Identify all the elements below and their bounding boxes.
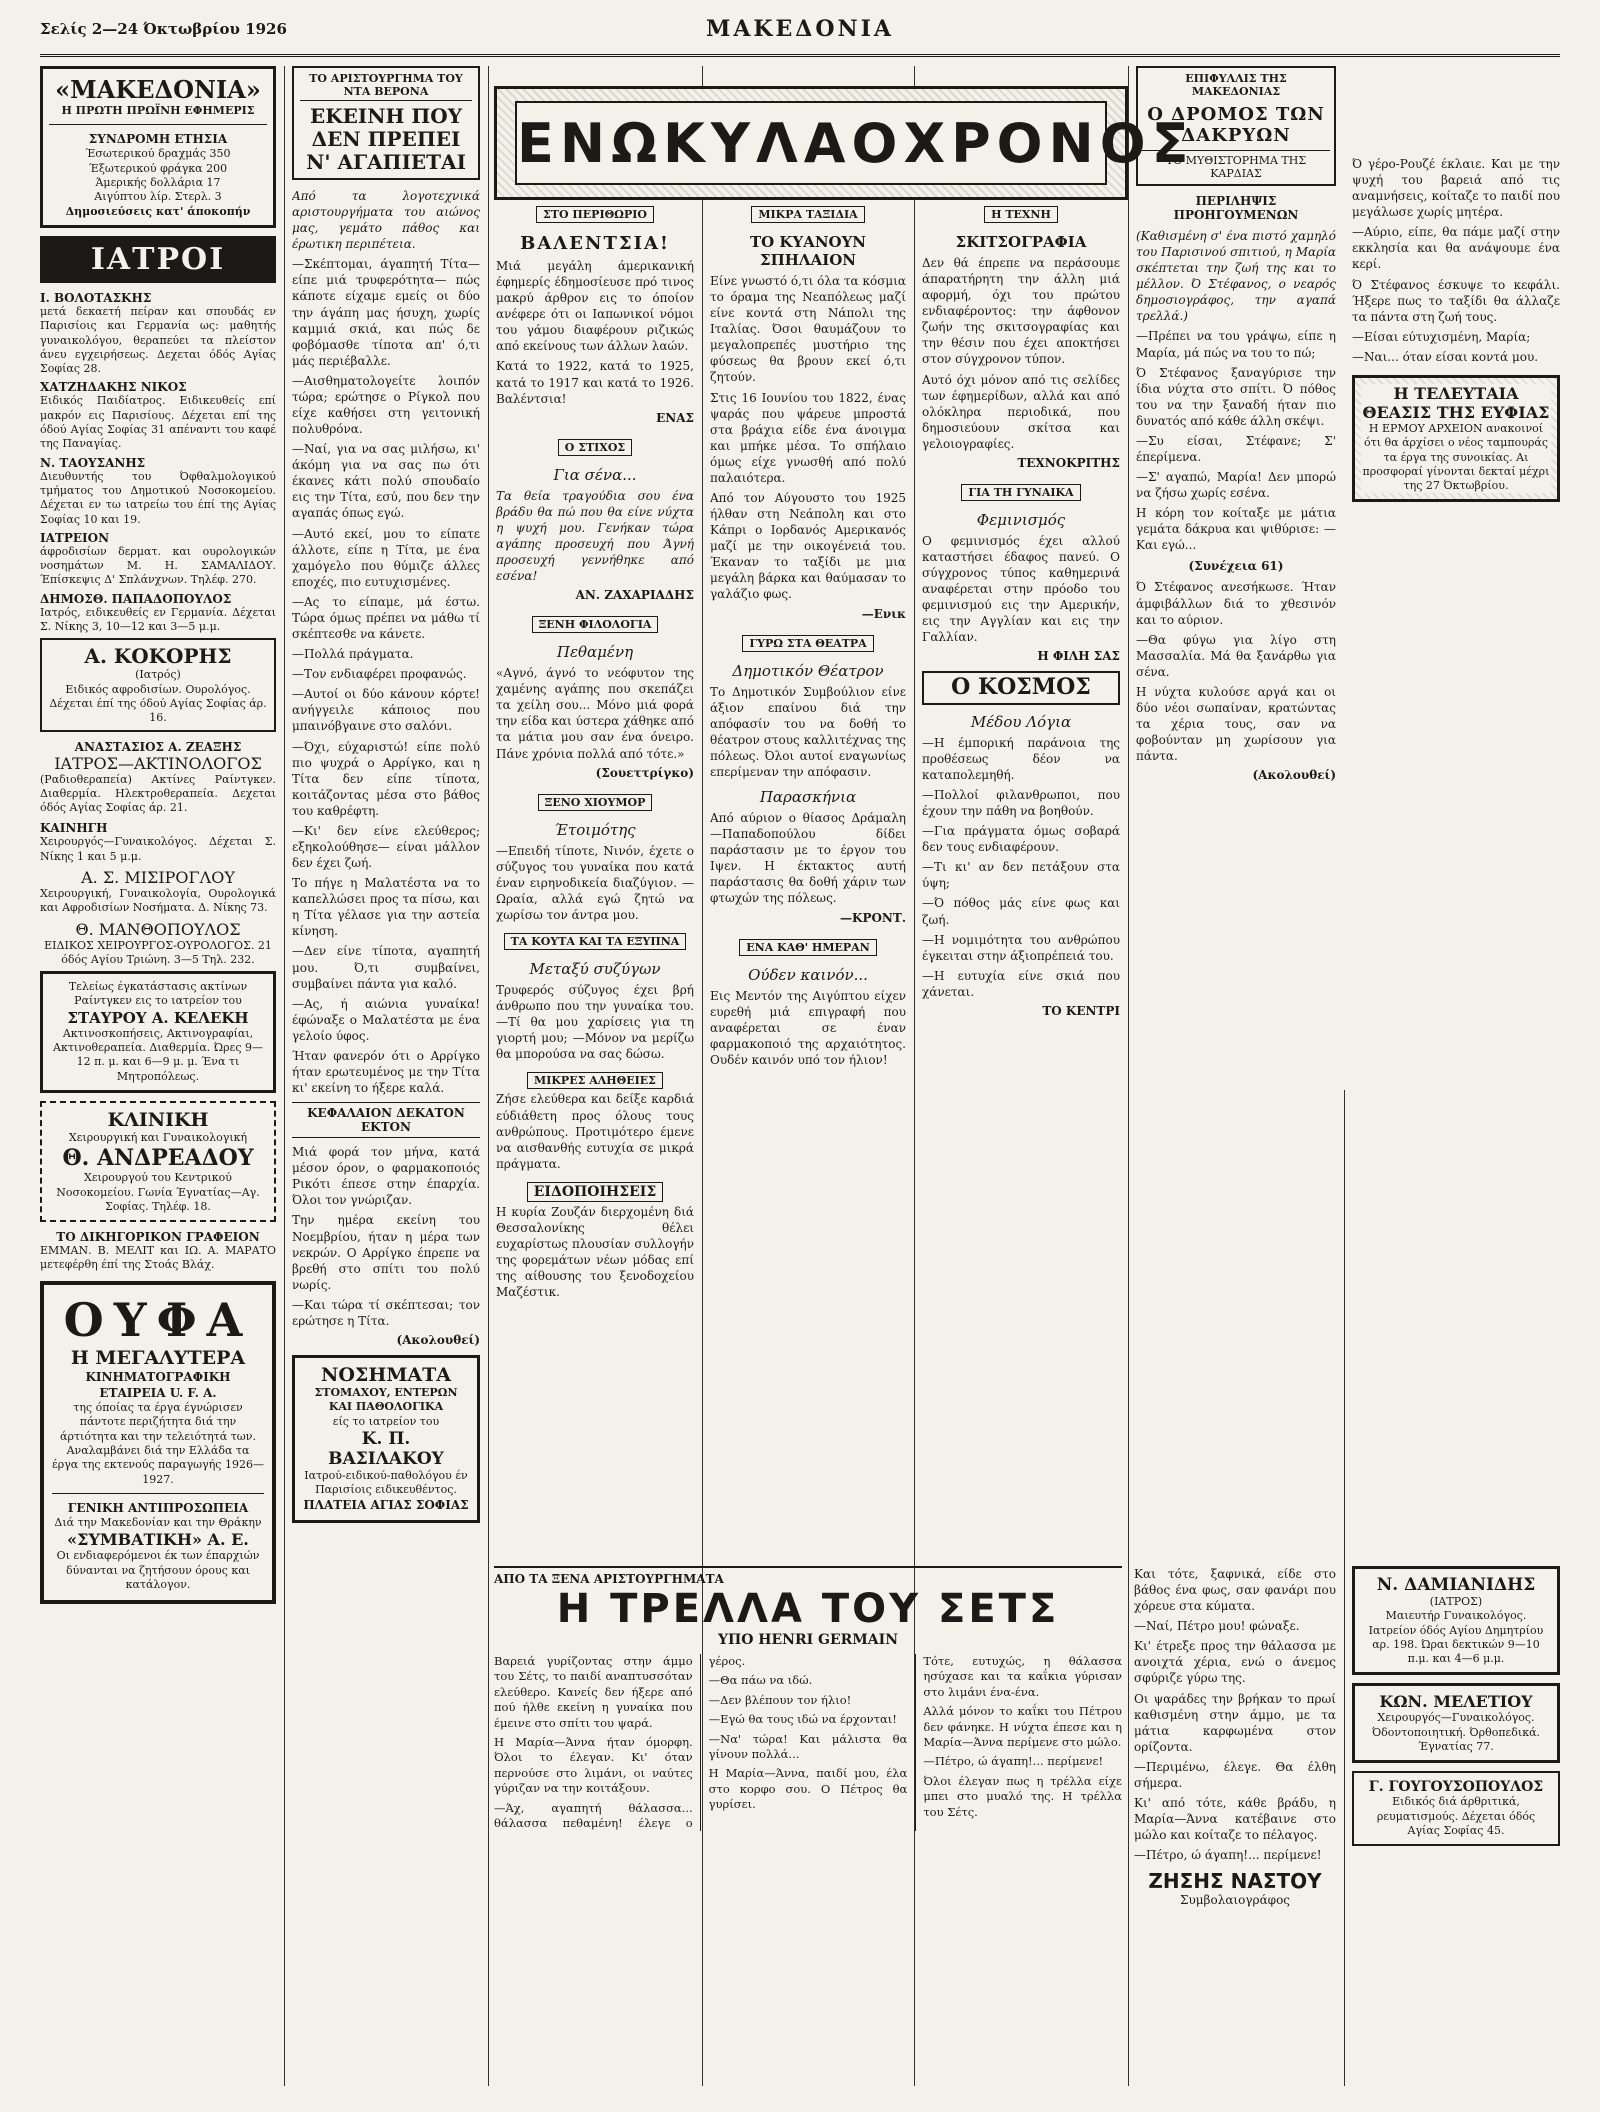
article-paragraph: Το Δημοτικόν Συμβούλιον είνε άξιον επαίνου διά την απόφασίν του να δοθή το θέατρον στους καλλιτέχνας της πόλεως. Όλοι αυτοί εναγωνίως επερίμεναν την απόφασιν.: [710, 684, 906, 779]
doctors-title-text: ΙΑΤΡΟΙ: [90, 241, 226, 277]
funeral-notice: [1352, 375, 1560, 502]
doctors-section-title: [40, 236, 276, 283]
article-paragraph: —Ό πόθος μάς είνε φως και ζωή.: [922, 896, 1120, 927]
ad-text: Χειρουργού του Κεντρικού Νοσοκομείου. Γωνία Έγνατίας—Αγ. Σοφίας. Τηλέφ. 18.: [56, 1171, 260, 1213]
ad-sub: (ΙΑΤΡΟΣ): [1429, 1595, 1483, 1608]
novel-kicker: ΑΠΟ ΤΑ ΞΕΝΑ ΑΡΙΣΤΟΥΡΓΗΜΑΤΑ: [494, 1572, 724, 1586]
doctor-entry: [40, 291, 276, 376]
ad-name: ΚΩΝ. ΜΕΛΕΤΙΟΥ: [1379, 1692, 1533, 1712]
column-serial: [1136, 66, 1336, 1556]
article-paragraph: Ζήσε ελεύθερα και δείξε καρδιά εύδιάθετη προς όλους τους ανθρώπους. Προτιμότερο έμενε να αισθανθής ευτυχία σε μικρά πράγματα.: [496, 1092, 694, 1171]
footer-signature: ΖΗΣΗΣ ΝΑΣΤΟΥ: [1148, 1869, 1322, 1894]
section-label: ΕΙΔΟΠΟΙΗΣΕΙΣ: [527, 1182, 664, 1202]
novel-paragraph: —Άχ, αγαπητή θάλασσα... θάλασσα πεθαμένη! έλεγε ο γέρος.: [494, 1654, 746, 1831]
article-title: Για σένα...: [553, 465, 637, 484]
ufa-agency2: Διά την Μακεδονίαν και την Θράκην: [54, 1516, 262, 1530]
enos-kyla-o-chronos-banner: [494, 86, 1195, 200]
novel-header: [494, 1566, 1122, 1648]
article-paragraph: Εις Μεντόν της Αιγύπτου είχεν ευρεθή μιά επιγραφή που αναφέρεται σε έναν φαρμακοποιό της αρχαιότητος. Ουδέν καινόν υπό τον ήλιον!: [710, 988, 906, 1067]
section-label: ΤΑ ΚΟΥΤΑ ΚΑΙ ΤΑ ΕΞΥΠΝΑ: [504, 933, 687, 950]
article-paragraph: Ό Στέφανος έσκυψε το κεφάλι. Ήξερε πως το ταξίδι θα άλλαζε τα πάντα στη ζωή τους.: [1352, 277, 1560, 324]
ufa-ad: [40, 1281, 276, 1605]
article-paragraph: —Τον ενδιαφέρει προφανώς.: [292, 667, 467, 682]
doctor-entry: [40, 380, 276, 451]
subscription-ad: [40, 66, 276, 228]
article-paragraph: —Η έμπορική παράνοια της προθέσεως δέον να καταπολεμηθή.: [922, 735, 1120, 782]
damianidis-ad: [1352, 1566, 1560, 1675]
article-paragraph: —Η νομιμότητα του ανθρώπου έγκειται στην άξιοπρέπειά του.: [922, 932, 1120, 963]
newspaper-title: ΜΑΚΕΔΟΝΙΑ: [705, 16, 894, 42]
ad-text: (Ραδιοθεραπεία) Ακτίνες Ραίντγκεν. Διαθερμία. Ηλεκτροθεραπεία. Δεχεται όδός Αγίας Σοφίας άρ. 21.: [40, 772, 276, 815]
column-3: [496, 200, 694, 1560]
masthead: [40, 14, 1560, 57]
article-paragraph: Από τον Αύγουστο του 1925 ήλθαν στη Νεάπολη και στο Κάπρι ο Ιορδανός Αμερικανός μαζί με την οικογένειά του. Έκαναν το ταξίδι με μια μεγάλη βάρκα και θαύμασαν το γαλάζιο φως.: [710, 491, 906, 602]
article-kicker: ΤΟ ΑΡΙΣΤΟΥΡΓΗΜΑ ΤΟΥ ΝΤΑ ΒΕΡΟΝΑ: [300, 72, 472, 101]
novel-paragraph: Η Μαρία—Άννα, παιδί μου, έλα στο κορφο σου. Ο Πέτρος θα γυρίσει.: [708, 1766, 908, 1812]
article-paragraph: —Ναί, για να σας μιλήσω, κι' άκόμη για να σας πω ότι έκανες κάτι πολύ σπουδαίο εις την Τίτα, εσύ, που δεν την αγαπάς όπως εγώ.: [292, 442, 480, 521]
article-paragraph: —Πρέπει να του γράψω, είπε η Μαρία, μά πώς να του το πώ;: [1136, 329, 1336, 360]
article-paragraph: Η κόρη τον κοίταξε με μάτια γεμάτα δάκρυα και ψιθύρισε: —Και εγώ...: [1136, 506, 1336, 553]
ufa-text: της όποίας τα έργα έγνώρισεν πάντοτε περιζήτητα διά την άρτιότητα και την τελειότητά των. Αναλαμβάνει διά την Ελλάδα τα έργα της εκτενούς παραγωγής 1926—1927.: [52, 1401, 264, 1486]
subscription-title: ΣΥΝΔΡΟΜΗ ΕΤΗΣΙΑ: [88, 132, 228, 147]
novel-paragraph: Όλοι έλεγαν πως η τρέλλα είχε μπει στο μυαλό της. Η τρέλλα του Σέτς.: [923, 1773, 1122, 1819]
subscription-line: Έξωτερικού φράγκα 200: [88, 161, 228, 175]
novel-paragraph: Τότε, ευτυχώς, η θάλασσα ησύχασε και τα καΐκια γύρισαν στο λιμάνι ένα-ένα.: [923, 1654, 1122, 1699]
column-5: [922, 200, 1120, 1560]
continued-note: (Ακολουθεί): [1252, 768, 1336, 783]
article-title: Έτοιμότης: [554, 820, 636, 839]
column-rule: [284, 66, 285, 2086]
doctor-name: ΔΗΜΟΣΘ. ΠΑΠΑΔΟΠΟΥΛΟΣ: [40, 591, 232, 606]
article-title: Φεμινισμός: [976, 510, 1066, 529]
chapter-heading: ΚΕΦΑΛΑΙΟΝ ΔΕΚΑΤΟΝ ΕΚΤΟΝ: [292, 1102, 480, 1138]
article-paragraph: Δεν θά έπρεπε να περάσουμε άπαρατήρητη την άλλη μιά αφορμή, όχι του πρώτου ενδιαφέροντος: την άφθονον ζωήν της σκιτσογραφίας και την θέσιν που έχει αποκτήσει στον σύγχρονον τύπον.: [922, 256, 1120, 367]
doctor-name: Ν. ΤΑΟΥΣΑΝΗΣ: [40, 455, 146, 470]
ad-text: Χειρουργός—Γυναικολόγος. Δέχεται Σ. Νίκης 1 και 5 μ.μ.: [40, 835, 276, 863]
doctor-entry: [40, 592, 276, 635]
article-signature: —ΚΡΟΝΤ.: [840, 910, 906, 925]
paper-ad-title: «ΜΑΚΕΔΟΝΙΑ»: [55, 75, 261, 104]
novel-continuation: [1134, 1566, 1336, 2086]
ad-name: ΣΤΑΥΡΟΥ Α. ΚΕΛΕΚΗ: [67, 1008, 249, 1027]
ad-name: Θ. ΜΑΝΘΟΠΟΥΛΟΣ: [75, 919, 241, 939]
ad-text: ΕΙΔΙΚΟΣ ΧΕΙΡΟΥΡΓΟΣ-ΟΥΡΟΛΟΓΟΣ. 21 όδός Αγίου Τριώνη. 3—5 Τηλ. 232.: [44, 938, 272, 966]
ad-text: Χειρουργική, Γυναικολογία, Ουρολογικά και Αφροδισίων Νοσήματα. Δ. Νίκης 73.: [40, 886, 276, 915]
article-paragraph: Ό γέρο-Ρουζέ έκλαιε. Και με την ψυχή του βαρειά από τις αναμνήσεις, κοίταζε το παιδί που μεγάλωσε χωρίς μητέρα.: [1352, 157, 1560, 220]
novel-body: [494, 1654, 1122, 1831]
article-signature: —Ενικ: [861, 606, 906, 621]
article-paragraph: —Συ είσαι, Στέφανε; Σ' έπερίμενα.: [1136, 433, 1336, 465]
doctor-text: μετά δεκαετή πείραν και σπουδάς εν Παρισίοις και Γερμανία ως: μαθητής γυναικολόγου, θεραπεύει τα πλείστον άνευ εγχειρήσεως. Δεχεται όδός Αγίας Σοφίας 28.: [40, 304, 276, 376]
issue-date: Σελίς 2—24 Όκτωβρίου 1926: [40, 20, 287, 38]
continued-note: (Ακολουθεί): [396, 1333, 480, 1347]
novel-paragraph: —Περιμένω, έλεγε. Θα έλθη σήμερα.: [1134, 1759, 1336, 1790]
world-header: [922, 671, 1120, 704]
article-signature: ΤΟ ΚΕΝΤΡΙ: [1042, 1003, 1120, 1018]
doctor-text: Διευθυντής του Όφθαλμολογικού τμήματος του Δημοτικού Νοσοκομείου. Δέχεται εν τω ιατρείω του έπί της Αγίας Σοφίας 10 και 19.: [40, 469, 276, 526]
right-lower-section: [1134, 1566, 1560, 2086]
novel-paragraph: Κι' έτρεξε προς την θάλασσα με ανοιχτά χέρια, ενώ ο άνεμος σφύριζε γύρω της.: [1134, 1639, 1336, 1686]
section-label: ΣΤΟ ΠΕΡΙΘΩΡΙΟ: [536, 206, 654, 223]
novel-paragraph: Και τότε, ξαφνικά, είδε στο βάθος ένα φως, σαν φανάρι που χόρευε στα κύματα.: [1134, 1567, 1336, 1614]
novel-paragraph: Αλλά μόνον το καΐκι του Πέτρου δεν φάνηκε. Η νύχτα έπεσε και η Μαρία—Άννα περίμενε στο μώλο.: [923, 1704, 1122, 1750]
article-signature: ΤΕΧΝΟΚΡΙΤΗΣ: [1017, 455, 1120, 470]
article-paragraph: —Θα φύγω για λίγο στη Μασσαλία. Μά θα ξανάρθω για σένα.: [1136, 632, 1336, 679]
article-paragraph: Την ημέρα εκείνη του Νοεμβρίου, ήταν η μέρα των νεκρών. Ο Αρρίγκο έπρεπε να βρεθή στο σπίτι του πολύ νωρίς.: [292, 1213, 480, 1292]
section-label: Ο ΣΤΙΧΟΣ: [558, 439, 632, 456]
serial-subtitle: ΤΟ ΜΥΘΙΣΤΟΡΗΜΑ ΤΗΣ ΚΑΡΔΙΑΣ: [1142, 150, 1330, 180]
novel-paragraph: Βαρειά γυρίζοντας στην άμμο του Σέτς, το παιδί αναπτυσσόταν ελεύθερο. Κανείς δεν ήξερε από πού ήλθε εκείνη η γυναίκα που έμεινε στο σπίτι του ψαρά.: [494, 1654, 693, 1730]
article-paragraph: —Αυτοί οι δύο κάνουν κόρτε! ανήγγειλε κάποιος που μπαινόβγαινε στο σαλόνι.: [292, 687, 480, 734]
article-title: Δημοτικόν Θέατρον: [732, 661, 884, 680]
ufa-sub2: ΚΙΝΗΜΑΤΟΓΡΑΦΙΚΗ ΕΤΑΙΡΕΙΑ U. F. A.: [85, 1369, 231, 1400]
ad-address: ΠΛΑΤΕΙΑ ΑΓΙΑΣ ΣΟΦΙΑΣ: [303, 1498, 469, 1513]
doctor-name: ΧΑΤΖΗΔΑΚΗΣ ΝΙΚΟΣ: [40, 380, 187, 395]
article-paragraph: —Ας, ή αιώνια γυναίκα! έφώναξε ο Μαλατέστα με ένα γελοίο ύφος.: [292, 996, 480, 1043]
article-paragraph: Αυτό όχι μόνον από τις σελίδες των έφημερίδων, αλλά και από ολόκληρα περιοδικά, που δημοσιεύουν σκίτσα και γελοιογραφίες.: [922, 372, 1120, 451]
article-paragraph: —Ας το είπαμε, μά έστω. Τώρα όμως πρέπει να μάθω τί σκέπτεσθε να κάνετε.: [292, 594, 480, 642]
kokoris-ad: [40, 638, 276, 731]
ad-intro: Τελείως έγκατάστασις ακτίνων Ραίντγκεν εις το ιατρείον του: [68, 980, 248, 1008]
banner-word: ΧΡΟΝΟΣ: [903, 111, 1195, 175]
column-7: [1352, 66, 1560, 1556]
article-title: Πεθαμένη: [556, 643, 634, 662]
divider: [52, 1493, 264, 1494]
doctor-text: άφροδισίων δερματ. και ουρολογικών νοσημάτων Μ. Η. ΣΑΜΑΛΙΔΟΥ. Έπίσκεψις Δ' Σπλάνχνων. Τηλέφ. 270.: [40, 544, 276, 587]
manthopoulos-ad: [40, 920, 276, 968]
article-paragraph: Το πήγε η Μαλατέστα να το καπελλώσει προς τα πίσω, και η Τίτα γέλασε για την αστεία κίνηση.: [292, 876, 480, 939]
serial-kicker: ΕΠΙΦΥΛΛΙΣ ΤΗΣ ΜΑΚΕΔΟΝΙΑΣ: [1185, 72, 1287, 98]
novel-paragraph: —Ναί, Πέτρο μου! φώναξε.: [1134, 1619, 1300, 1634]
article-paragraph: —Επειδή τίποτε, Νινόν, έχετε ο σύζυγος του γυναίκα που κατά έναν ειρηνοδικεία διαζύγιον. —Ωραία, αλλά εγώ ζητώ να χωρίσω τον άντρα μου.: [496, 843, 694, 922]
article-header: [292, 66, 480, 180]
meletiou-ad: [1352, 1683, 1560, 1763]
ad-sub: Χειρουργική και Γυναικολογική: [68, 1130, 248, 1144]
ad-title: ΝΟΣΗΜΑΤΑ: [321, 1364, 451, 1386]
novel-author: ΥΠΟ HENRI GERMAIN: [717, 1632, 898, 1648]
column-rule: [1128, 66, 1129, 2086]
notice-text: Η ΕΡΜΟΥ ΑΡΧΕΙΟΝ ανακοινοί ότι θα άρχίσει ο νέος ταμπουράς τα έργα της συνοικίας. Αι προσφοραί γίνονται δεκταί μέχρι της 27 Όκτωβρίου.: [1362, 421, 1550, 493]
ad-name: Κ. Π. ΒΑΣΙΛΑΚΟΥ: [328, 1428, 444, 1469]
novel-paragraph: —Εγώ θα τους ιδώ να έρχονται!: [708, 1712, 897, 1727]
law-office-ad: [40, 1230, 276, 1273]
article-paragraph: —Αυτό εκεί, μου το είπατε άλλοτε, είπε η Τίτα, με ένα χαμόγελο που θύμιζε άλλες εποχές, πιο ευτυχισμένες.: [292, 526, 480, 589]
article-headline: Ο ΚΟΣΜΟΣ: [951, 674, 1091, 701]
gougousopoulos-ad: [1352, 1771, 1560, 1846]
continuation-number: (Συνέχεια 61): [1188, 559, 1284, 574]
doctor-name: Ι. ΒΟΛΟΤΑΣΚΗΣ: [40, 290, 152, 305]
vasilakou-ad: [292, 1355, 480, 1523]
column-4: [710, 200, 906, 1560]
ad-text: Ειδικός διά άρθριτικά, ρευματισμούς. Δέχεται όδός Αγίας Σοφίας 45.: [1376, 1795, 1536, 1837]
article-paragraph: —Η ευτυχία είνε σκιά που χάνεται.: [922, 968, 1120, 999]
ad-name: Γ. ΓΟΥΓΟΥΣΟΠΟΥΛΟΣ: [1368, 1779, 1544, 1796]
article-paragraph: —Όχι, εύχαριστώ! είπε πολύ πιο ψυχρά ο Αρρίγκο, και η Τίτα δεν είπε τίποτα, κοιτάζοντας μέσα στο βάθος του καθρέφτη.: [292, 739, 480, 818]
novel-paragraph: Κι' από τότε, κάθε βράδυ, η Μαρία—Άννα κατέβαινε στο μώλο και κοίταζε το πέλαγος.: [1134, 1796, 1336, 1843]
article-title: Παρασκήνια: [759, 788, 857, 807]
novel-paragraph: —Να' τώρα! Και μάλιστα θα γίνουν πολλά...: [708, 1731, 908, 1762]
ad-intro: είς το ιατρείον του: [332, 1414, 440, 1428]
novel-title: Η ΤΡΕΛΛΑ ΤΟΥ ΣΕΤΣ: [556, 1586, 1060, 1632]
article-paragraph: Η κυρία Ζουζάν διερχομένη διά Θεσσαλονίκης θέλει ευχαρίστως πλουσίαν συλλογήν της φορεμάτων νέων μόδας επί της αίθουσης του ξενοδοχείου Μαζέστικ.: [496, 1204, 694, 1300]
ad-text: Ακτινοσκοπήσεις, Ακτινογραφίαι, Ακτινοθεραπεία. Διαθερμία. Ώρες 9—12 π. μ. και 6—9 μ. μ. Ένα τι Μητροπόλεως.: [53, 1026, 263, 1083]
article-title: Ούδεν καινόν...: [748, 965, 868, 984]
doctor-entry: [40, 456, 276, 527]
article-title: ΒΑΛΕΝΤΣΙΑ!: [520, 233, 670, 254]
article-paragraph: Μιά φορά τον μήνα, κατά μέσον όρον, ο φαρμακοποιός Ρικότι έπεσε στην έπαρχία. Όλοι τον γνώριζαν.: [292, 1145, 480, 1208]
doctor-text: Ιατρός, ειδικευθείς εν Γερμανία. Δέχεται Σ. Νίκης 3, 10—12 και 3—5 μ.μ.: [40, 605, 276, 634]
article-paragraph: Κατά το 1922, κατά το 1925, κατά το 1917 και κατά το 1926. Βαλέντσια!: [496, 359, 694, 406]
novel-paragraph: —Δεν βλέπουν τον ήλιο!: [708, 1692, 852, 1707]
ufa-sub: Η ΜΕΓΑΛΥΤΕΡΑ: [70, 1346, 246, 1369]
ad-sub: ΣΤΟΜΑΧΟΥ, ΕΝΤΕΡΩΝ ΚΑΙ ΠΑΘΟΛΟΓΙΚΑ: [314, 1386, 458, 1414]
ad-title: ΚΛΙΝΙΚΗ: [107, 1108, 209, 1131]
article-paragraph: Ό Στέφανος ανεσήκωσε. Ήταν άμφιβάλλων διά το χθεσινόν και το αύριον.: [1136, 580, 1336, 627]
ad-name: ΚΑΙΝΗΓΗ: [40, 821, 108, 836]
banner-word: ΚΥΛΑ: [663, 111, 852, 175]
paper-ad-subtitle: Η ΠΡΩΤΗ ΠΡΩΪΝΗ ΕΦΗΜΕΡΙΣ: [61, 104, 255, 117]
ad-name: Θ. ΑΝΔΡΕΑΔΟΥ: [62, 1145, 254, 1172]
article-paragraph: Η νύχτα κυλούσε αργά και οι δύο νέοι σωπαίναν, κρατώντας τα χέρια τους, σαν να φοβούνταν μη χωρίσουν για πάντα.: [1136, 684, 1336, 764]
article-paragraph: Ο φεμινισμός έχει αλλού καταστήσει έδαφος πανεύ. Ο σύγχρονος τύπος καθημερινά αναφέρεται στην πρόοδο του φεμινισμού εις την Αμερικήν, εις την Αγγλίαν και εις την Γαλλίαν.: [922, 533, 1120, 645]
keleki-ad: [40, 971, 276, 1093]
divider: [49, 124, 267, 125]
ad-name: Α. Σ. ΜΙΣΙΡΟΓΛΟΥ: [81, 867, 235, 887]
article-paragraph: —Τι κι' αν δεν πετάξουν στα ύψη;: [922, 860, 1120, 891]
doctor-name: ΙΑΤΡΕΙΟΝ: [40, 530, 110, 545]
article-paragraph: Ήταν φανερόν ότι ο Αρρίγκο ήταν ερωτευμένος με την Τίτα κι' εκείνη το ήξερε καλά.: [292, 1048, 480, 1096]
subscription-line: Δημοσιεύσεις κατ' άποκοπήν: [65, 204, 251, 218]
summary-label: ΠΕΡΙΛΗΨΙΣ ΠΡΟΗΓΟΥΜΕΝΩΝ: [1173, 194, 1299, 222]
section-label: Η ΤΕΧΝΗ: [984, 206, 1058, 223]
section-label: ΕΝΑ ΚΑΘ' ΗΜΕΡΑΝ: [739, 939, 877, 956]
banner-inner: [515, 101, 1195, 185]
ufa-title: ΟΥΦΑ: [63, 1292, 253, 1347]
article-paragraph: —Και τώρα τί σκέπτεσαι; τον ερώτησε η Τίτα.: [292, 1297, 480, 1328]
article-title: Μεταξύ συζύγων: [529, 960, 661, 979]
section-label: ΓΙΑ ΤΗ ΓΥΝΑΙΚΑ: [961, 484, 1080, 501]
article-paragraph: Στις 16 Ιουνίου του 1822, ένας ψαράς που ψάρευε μπροστά στα βράχια είδε ένα άνοιγμα και μπήκε μέσα. Το σπήλαιο όμως είχε γνωσθή από πολύ παλαιότερα.: [710, 390, 906, 485]
doctor-ads-right: [1352, 1566, 1560, 2086]
ufa-agency: ΓΕΝΙΚΗ ΑΝΤΙΠΡΟΣΩΠΕΙΑ: [67, 1500, 249, 1515]
banner-word: Ο: [851, 111, 904, 175]
novel-paragraph: Η Μαρία—Άννα ήταν όμορφη. Όλοι το έλεγαν. Κι' όταν περνούσε στο λιμάνι, οι ναύτες γύριζαν να την κοιτάξουν.: [494, 1735, 693, 1796]
column-rule: [488, 66, 489, 2086]
novel-paragraph: —Θα πάω να ιδώ.: [708, 1673, 813, 1688]
article-headline: ΕΚΕΙΝΗ ΠΟΥ ΔΕΝ ΠΡΕΠΕΙ Ν' ΑΓΑΠΙΕΤΑΙ: [306, 104, 466, 174]
article-paragraph: —Είσαι εύτυχισμένη, Μαρία;: [1352, 329, 1531, 344]
article-paragraph: —Δεν είνε τίποτα, αγαπητή μου. Ό,τι συμβαίνει, συμβαίνει πάντα για καλό.: [292, 944, 480, 991]
ad-sub: (Ιατρός): [135, 668, 181, 682]
section-label: ΓΥΡΩ ΣΤΑ ΘΕΑΤΡΑ: [742, 635, 873, 652]
column-advertisements: [40, 66, 276, 2086]
article-paragraph: Μιά μεγάλη άμερικανική έφημερίς έδημοσίευσε πρό τινος μακρύ άρθρον εις το όποίον ανέφερε ότι οι Ιαπωνικοί νόμοι του γάμου διαφέρουν ριζικώς από εκείνους των άλλων λαών.: [496, 259, 694, 354]
article-signature: ΕΝΑΣ: [656, 410, 694, 425]
article-paragraph: —Πολλοί φιλανθρωποι, που έχουν την πάθη να βοηθούν.: [922, 788, 1120, 819]
novel-insane-of-sets: [494, 1566, 1122, 2086]
article-signature: (Σουεττρίγκο): [595, 765, 694, 780]
article-signature: ΑΝ. ΖΑΧΑΡΙΑΔΗΣ: [575, 588, 694, 603]
andreadou-clinic-ad: [40, 1101, 276, 1222]
footer-subtitle: Συμβολαιογράφος: [1179, 1893, 1291, 1908]
article-title: Μέδου Λόγια: [970, 712, 1072, 731]
ad-text: Χειρουργός—Γυναικολόγος. Όδοντοποιητική. Όρθοπεδικά. Έγνατίας 77.: [1371, 1711, 1540, 1754]
column-novel-verona: [292, 66, 480, 2086]
ufa-footer: Οι ενδιαφερόμενοι έκ των έπαρχιών δύνανται να ζητήσουν όρους και κατάλογον.: [56, 1549, 260, 1591]
kainigi-ad: [40, 821, 276, 864]
section-label: ΞΕΝΟ ΧΙΟΥΜΟΡ: [538, 794, 653, 811]
misiroglou-ad: [40, 868, 276, 916]
novel-paragraph: —Πέτρο, ώ άγαπη!... περίμενε!: [1134, 1848, 1322, 1863]
ad-text: Ιατρού-ειδικού-παθολόγου έν Παρισίοις ειδικευθέντος.: [304, 1468, 468, 1497]
poem-text: Τα θεία τραγούδια σου ένα βράδυ θα πώ που θα είνε νύχτα η ψυχή μου. Γενήκαν τώρα αγάπης προσευχή που Άγνή προσευχή γεννήθηκε από εσένα!: [496, 488, 694, 584]
ad-name: Α. ΚΟΚΟΡΗΣ: [84, 644, 232, 669]
serial-header: [1136, 66, 1336, 186]
doctor-entry: [40, 531, 276, 588]
ad-title: ΤΟ ΔΙΚΗΓΟΡΙΚΟΝ ΓΡΑΦΕΙΟΝ: [56, 1230, 260, 1245]
ad-name: ΑΝΑΣΤΑΣΙΟΣ Α. ΖΕΑΞΗΣ: [74, 739, 242, 754]
section-label: ΜΙΚΡΕΣ ΑΛΗΘΕΙΕΣ: [527, 1072, 663, 1089]
ad-text: Μαιευτήρ Γυναικολόγος. Ιατρείον όδός Αγίου Δημητρίου αρ. 198. Ώραι δεκτικών 9—10 π.μ. και 4—6 μ.μ.: [1368, 1609, 1544, 1666]
doctor-text: Ειδικός Παιδίατρος. Ειδικευθείς επί μακρόν εις Παρισίους. Δέχεται επί της όδού Αγίας Σοφίας 31 απέναντι του καφέ της Παναγίας.: [40, 394, 276, 451]
ad-text: Ειδικός αφροδισίων. Ουρολόγος. Δέχεται έπί της όδού Αγίας Σοφίας άρ. 16.: [49, 682, 267, 725]
article-paragraph: Είνε γνωστό ό,τι όλα τα κόσμια το όραμα της Νεαπόλεως μαζί είνε κοντά στη Νάπολι της Ιταλίας. Όσοι θαυμάζουν το μεγαλοπρεπές μυστήριο της φύσεως θα βρουν εκεί ό,τι ζητούν.: [710, 274, 906, 385]
article-paragraph: —Αισθηματολογείτε λοιπόν τώρα; ερώτησε ο Ρίγκολ που είχε καθήσει στη γειτονική πολυθρόνα.: [292, 373, 480, 437]
notice-title: Η ΤΕΛΕΥΤΑΙΑ ΘΕΑΣΙΣ ΤΗΣ ΕΥΦΙΑΣ: [1362, 383, 1550, 422]
subscription-line: Έσωτερικού δραχμάς 350: [85, 147, 231, 161]
serial-title: Ο ΔΡΟΜΟΣ ΤΩΝ ΔΑΚΡΥΩΝ: [1147, 104, 1325, 146]
ad-sub: ΙΑΤΡΟΣ—ΑΚΤΙΝΟΛΟΓΟΣ: [54, 753, 262, 773]
novel-paragraph: —Πέτρο, ώ άγαπη!... περίμενε!: [923, 1754, 1104, 1769]
zeaxis-ad: [40, 740, 276, 816]
article-paragraph: —Αύριο, είπε, θα πάμε μαζί στην εκκλησία και θα ανάψουμε ένα κερί.: [1352, 225, 1560, 272]
article-paragraph: —Ναι... όταν είσαι κοντά μου.: [1352, 349, 1539, 364]
subscription-line: Άμερικής δολλάρια 17: [95, 176, 221, 190]
article-paragraph: Τρυφερός σύζυγος έχει βρή άνθρωπο που την γυναίκα του. —Τί θα μου χαρίσεις για τη γιορτή μου; —Μόνον να μερίζω θα μπορούσα να σας δώσω.: [496, 983, 694, 1062]
subscription-line: Αιγύπτου λίρ. Στερλ. 3: [94, 190, 222, 204]
article-paragraph: —Σ' αγαπώ, Μαρία! Δεν μπορώ να ζήσω χωρίς εσένα.: [1136, 470, 1336, 501]
article-paragraph: «Αγνό, άγνό το νεόφυτον της χαμένης αγάπης που σκεπάζει τα χείλη σου... Μόνο μιά φορά την είδα και ύστερα χάθηκε από τα μάτια μου σαν ένα όνειρο. Πάνε χρόνια πολλά από τότε.»: [496, 666, 694, 761]
article-intro: Από τα λογοτεχνικά αριστουργήματα του αιώνος μας, γεμάτο πάθος και έρωτικη περιπέτεια.: [292, 189, 480, 252]
summary-text: (Καθισμένη σ' ένα πιστό χαμηλό του Παρισινού σπιτιού, η Μαρία σκέπτεται την ζωή της και το μέλλον. Ό Στέφανος, ο νεαρός δημοσιογράφος, την αγαπά τρελλά.): [1136, 229, 1336, 324]
article-title: ΤΟ ΚΥΑΝΟΥΝ ΣΠΗΛΑΙΟΝ: [749, 233, 867, 269]
article-signature: Η ΦΙΛΗ ΣΑΣ: [1037, 649, 1120, 664]
article-title: ΣΚΙΤΣΟΓΡΑΦΙΑ: [955, 233, 1087, 251]
ad-name: Ν. ΔΑΜΙΑΝΙΔΗΣ: [1376, 1575, 1536, 1595]
article-paragraph: —Για πράγματα όμως σοβαρά δεν τους ενδιαφέρουν.: [922, 824, 1120, 855]
article-paragraph: Από αύριον ο θίασος Δράμαλη—Παπαδοπούλου δίδει παράστασιν με το έργον του Ιψεν. Η έκτακτος αυτή παράστασις θα δοθή χάριν των φτωχών της πόλεως.: [710, 811, 906, 906]
article-paragraph: —Σκέπτομαι, άγαπητή Τίτα— είπε μιά τρυφερότητα— πώς κάποτε είχαμε εμείς οι δύο την άγάπη μας ήσυχη, χωρίς καμμιά σκιά, και πώς δε φοβόμασθε τίποτα απ' ό,τι μάς περιέβαλλε.: [292, 257, 480, 368]
article-paragraph: —Κι' δεν είνε ελεύθερος; εξηκολούθησε— είναι μάλλον δεν έχει ζωή.: [292, 823, 480, 871]
banner-word: ΕΝΩ: [517, 111, 663, 175]
article-paragraph: —Πολλά πράγματα.: [292, 647, 414, 662]
section-label: ΜΙΚΡΑ ΤΑΞΙΔΙΑ: [751, 206, 864, 223]
section-label: ΞΕΝΗ ΦΙΛΟΛΟΓΙΑ: [532, 616, 659, 633]
novel-paragraph: Οι ψαράδες την βρήκαν το πρωί καθισμένη στην άμμο, με τα μάτια καρφωμένα στον ορίζοντα.: [1134, 1691, 1336, 1754]
article-paragraph: Ό Στέφανος ξαναγύρισε την ίδια νύχτα στο σπίτι. Ό πόθος του να την ξαναδή ήταν πιο δυνατός από κάθε άλλη σκέψι.: [1136, 365, 1336, 428]
ufa-company: «ΣΥΜΒΑΤΙΚΗ» Α. Ε.: [67, 1530, 249, 1550]
ad-text: ΕΜΜΑΝ. Β. ΜΕΛΙΤ και ΙΩ. Α. ΜΑΡΑΤΟ μετεφέρθη έπί της Στοάς Βλάχ.: [40, 1244, 276, 1272]
